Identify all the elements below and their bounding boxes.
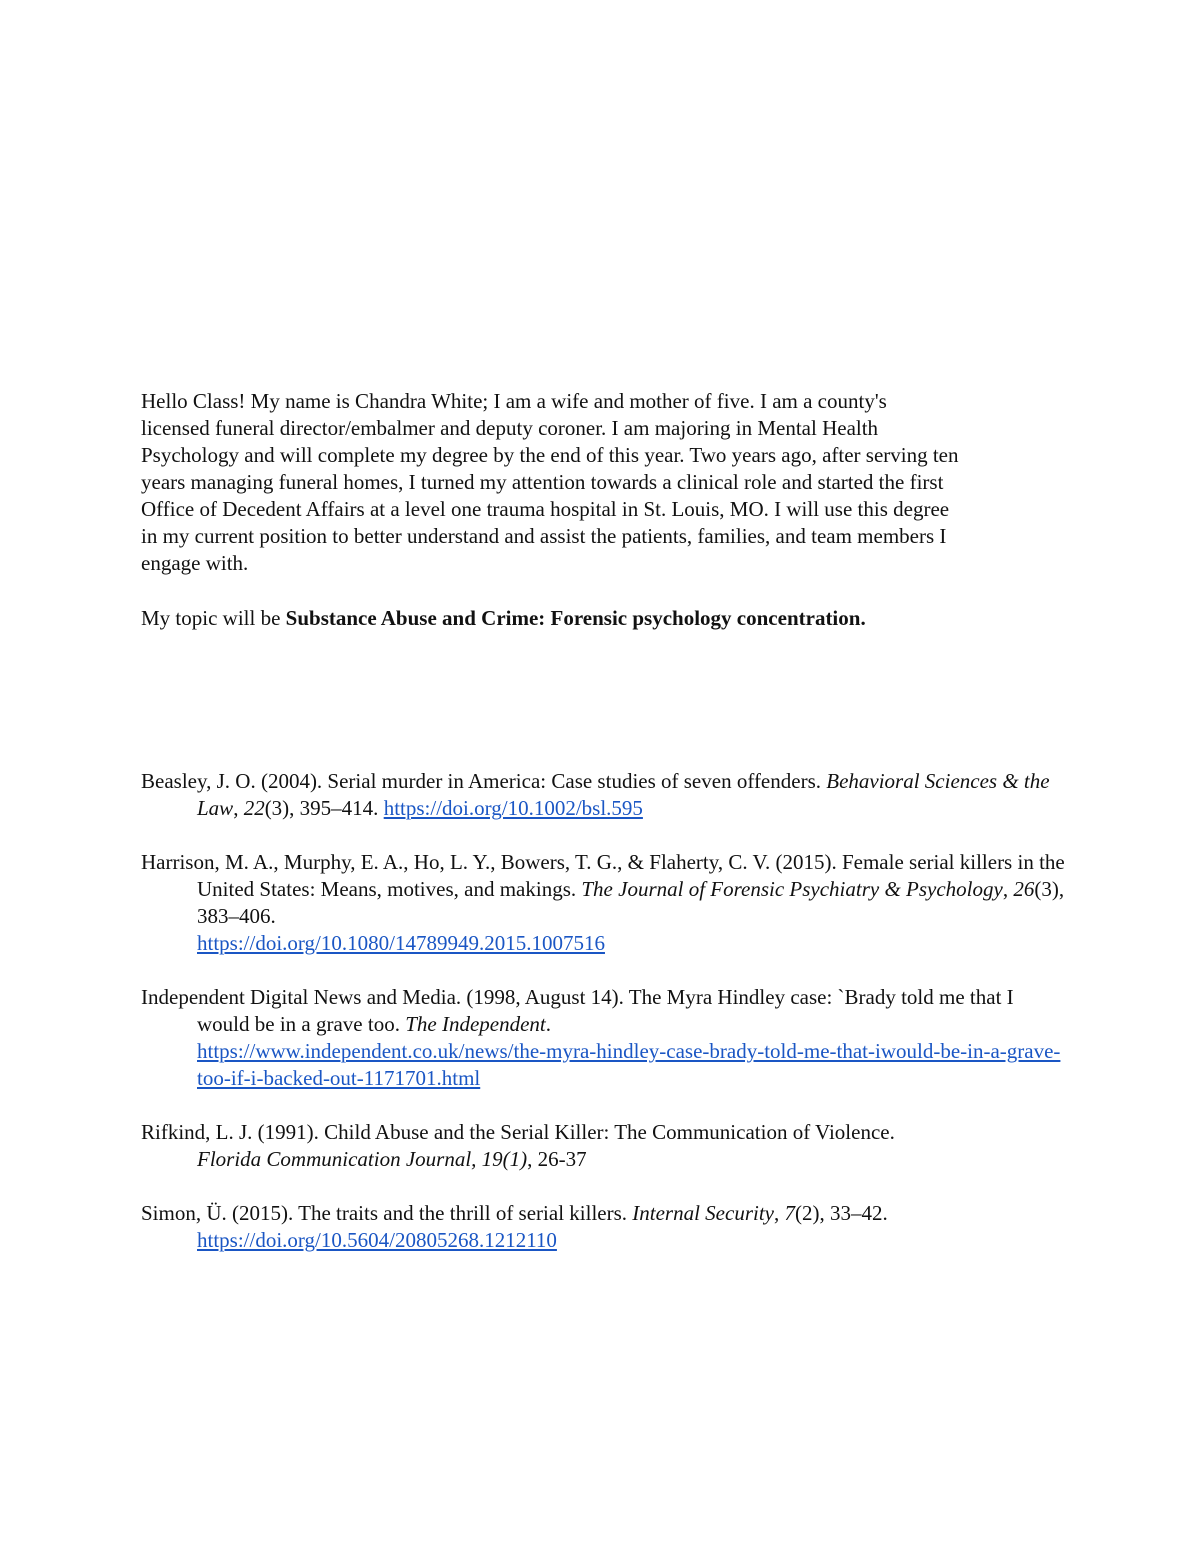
reference-separator: , — [233, 796, 244, 820]
reference-separator: , — [774, 1201, 785, 1225]
reference-entry — [141, 1119, 1066, 1173]
reference-authors-title: Independent Digital News and Media. (1998, August 14). The Myra Hindley case: `Brady told me that I would be in a grave too. — [141, 985, 1014, 1036]
intro-paragraph — [141, 388, 1066, 577]
reference-entry — [141, 768, 1066, 822]
reference-doi-link[interactable]: https://doi.org/10.1080/14789949.2015.1007516 — [197, 931, 605, 955]
reference-details: (3), 383–406. — [197, 877, 1065, 928]
reference-entry — [141, 1200, 1066, 1254]
intro-line: Office of Decedent Affairs at a level one trauma hospital in St. Louis, MO. I will use this degree — [141, 497, 950, 521]
reference-authors-title: Simon, Ü. (2015). The traits and the thrill of serial killers. — [141, 1201, 633, 1225]
topic-prefix: My topic will be — [141, 606, 286, 630]
reference-journal: Florida Communication Journal, 19(1) — [197, 1147, 528, 1171]
reference-authors-title: Rifkind, L. J. (1991). Child Abuse and the Serial Killer: The Communication of Violence. — [141, 1120, 895, 1144]
reference-journal: Internal Security — [632, 1201, 774, 1225]
reference-journal: The Journal of Forensic Psychiatry & Psychology — [581, 877, 1003, 901]
reference-authors-title: Harrison, M. A., Murphy, E. A., Ho, L. Y., Bowers, T. G., & Flaherty, C. V. (2015). Female serial killers in the United States: Means, motives, and makings. — [141, 850, 1065, 901]
reference-doi-link[interactable]: https://doi.org/10.1002/bsl.595 — [383, 796, 643, 820]
reference-details: (3), 395–414. — [264, 796, 384, 820]
reference-list — [141, 768, 1066, 1281]
reference-separator: . — [545, 1012, 551, 1036]
topic-paragraph — [141, 605, 1066, 632]
intro-line: licensed funeral director/embalmer and deputy coroner. I am majoring in Mental Health — [141, 416, 879, 440]
reference-separator: , 26-37 — [527, 1147, 587, 1171]
reference-journal: The Independent — [405, 1012, 546, 1036]
reference-web-link[interactable]: https://www.independent.co.uk/news/the-myra-hindley-case-brady-told-me-that-iwould-be-in-a-grave-too-if-i-backed-out-1171701.html — [197, 1039, 1061, 1090]
reference-separator: , — [1002, 877, 1014, 901]
reference-entry — [141, 984, 1066, 1092]
topic-title: Substance Abuse and Crime: Forensic psychology concentration. — [285, 606, 866, 630]
reference-volume: 26 — [1013, 877, 1035, 901]
reference-volume: 7 — [784, 1201, 795, 1225]
intro-line: engage with. — [141, 551, 249, 575]
intro-line: years managing funeral homes, I turned my attention towards a clinical role and started the first — [141, 470, 944, 494]
intro-line: Hello Class! My name is Chandra White; I am a wife and mother of five. I am a county's — [141, 389, 887, 413]
reference-doi-link[interactable]: https://doi.org/10.5604/20805268.1212110 — [197, 1228, 557, 1252]
reference-entry — [141, 849, 1066, 957]
reference-volume: 22 — [243, 796, 265, 820]
reference-authors-title: Beasley, J. O. (2004). Serial murder in America: Case studies of seven offenders. — [141, 769, 827, 793]
intro-line: in my current position to better understand and assist the patients, families, and team members I — [141, 524, 947, 548]
reference-journal: Behavioral Sciences & the Law — [197, 769, 1050, 820]
intro-line: Psychology and will complete my degree by the end of this year. Two years ago, after serving ten — [141, 443, 959, 467]
reference-details: (2), 33–42. — [795, 1201, 888, 1225]
